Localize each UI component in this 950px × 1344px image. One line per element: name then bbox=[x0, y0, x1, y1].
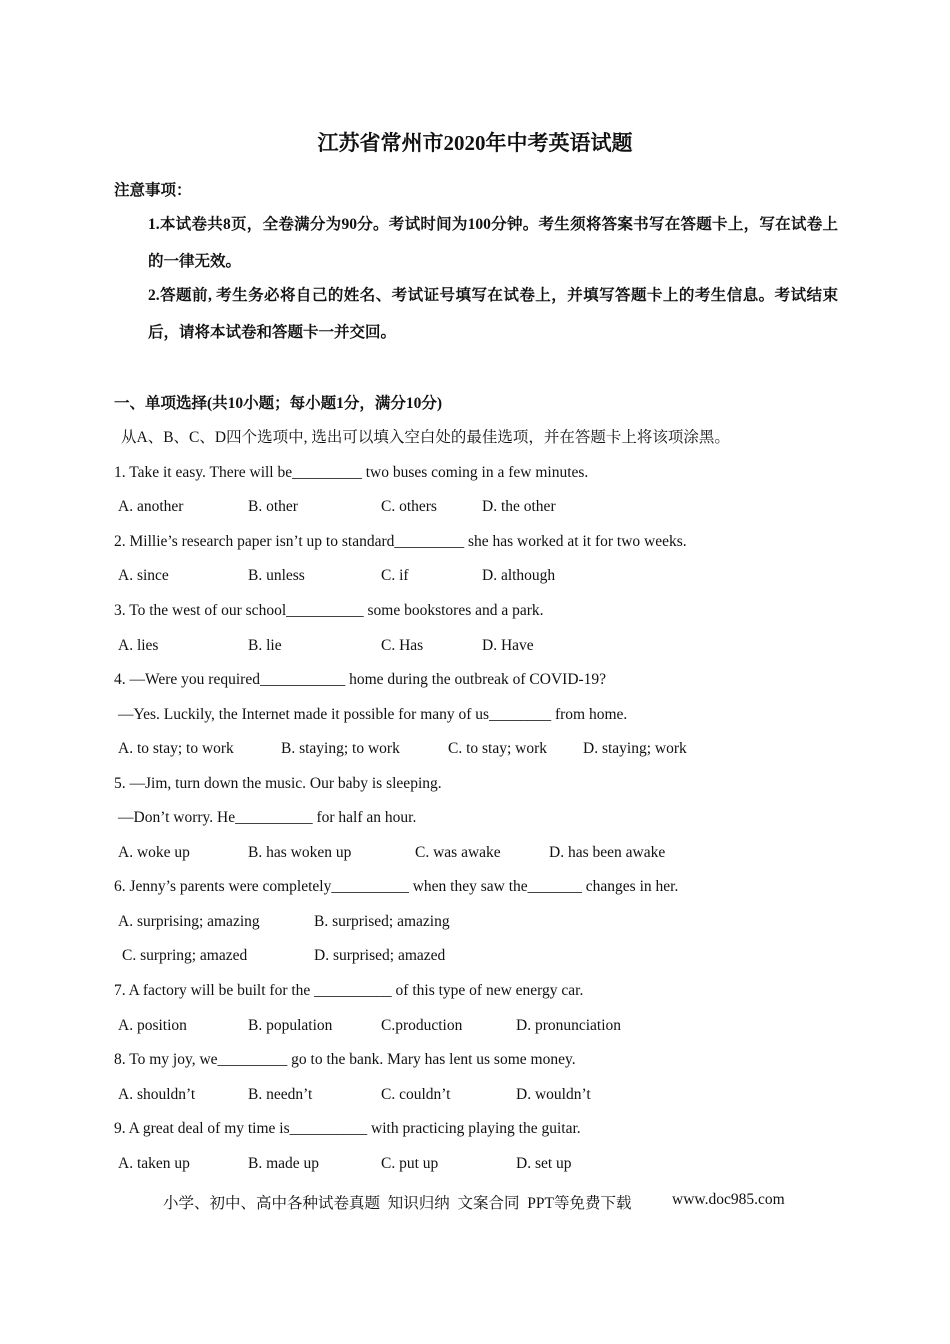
q7-option-c: C.production bbox=[381, 1017, 463, 1034]
q3-option-a: A. lies bbox=[118, 637, 159, 654]
q8-option-d: D. wouldn’t bbox=[516, 1086, 591, 1103]
q7-option-d: D. pronunciation bbox=[516, 1017, 622, 1034]
question-2-stem: 2. Millie’s research paper isn’t up to standard_________ she has worked at it for two weeks. bbox=[114, 533, 687, 550]
question-5-stem-reply: —Don’t worry. He__________ for half an hour. bbox=[118, 809, 417, 826]
page-title: 江苏省常州市2020年中考英语试题 bbox=[317, 131, 633, 155]
question-6-stem: 6. Jenny’s parents were completely__________ when they saw the_______ changes in her. bbox=[114, 878, 679, 895]
q2-option-a: A. since bbox=[118, 567, 169, 584]
q8-option-b: B. needn’t bbox=[248, 1086, 313, 1103]
notice-item-1: 1.本试卷共8页，全卷满分为90分。考试时间为100分钟。考生须将答案书写在答题卡上，写在试卷上的一律无效。 bbox=[148, 216, 838, 270]
q9-option-b: B. made up bbox=[248, 1155, 320, 1172]
q3-option-d: D. Have bbox=[482, 637, 534, 654]
question-3-stem: 3. To the west of our school__________ some bookstores and a park. bbox=[114, 602, 544, 619]
question-1-stem: 1. Take it easy. There will be_________ two buses coming in a few minutes. bbox=[114, 464, 589, 481]
q8-option-a: A. shouldn’t bbox=[118, 1086, 196, 1103]
question-4-stem: 4. —Were you required___________ home during the outbreak of COVID-19? bbox=[114, 671, 607, 688]
q4-option-c: C. to stay; work bbox=[448, 740, 548, 757]
notice-item-2: 2.答题前, 考生务必将自己的姓名、考试证号填写在试卷上，并填写答题卡上的考生信息。考试结束后，请将本试卷和答题卡一并交回。 bbox=[148, 287, 838, 341]
question-8-stem: 8. To my joy, we_________ go to the bank. Mary has lent us some money. bbox=[114, 1051, 576, 1068]
section-heading: 一、单项选择(共10小题；每小题1分，满分10分) bbox=[114, 395, 443, 412]
question-4-stem-reply: —Yes. Luckily, the Internet made it possible for many of us________ from home. bbox=[118, 706, 628, 723]
section-instruction: 从A、B、C、D四个选项中, 选出可以填入空白处的最佳选项，并在答题卡上将该项涂黑。 bbox=[121, 429, 730, 446]
q7-option-a: A. position bbox=[118, 1017, 187, 1034]
q5-option-a: A. woke up bbox=[118, 844, 190, 861]
q5-option-c: C. was awake bbox=[415, 844, 501, 861]
q5-option-d: D. has been awake bbox=[549, 844, 666, 861]
q2-option-c: C. if bbox=[381, 567, 409, 584]
q6-option-b: B. surprised; amazing bbox=[314, 913, 450, 930]
question-5-stem: 5. —Jim, turn down the music. Our baby is sleeping. bbox=[114, 775, 442, 792]
footer-url[interactable]: www.doc985.com bbox=[672, 1191, 785, 1208]
q6-option-c: C. surpring; amazed bbox=[122, 947, 248, 964]
q3-option-b: B. lie bbox=[248, 637, 282, 654]
q2-option-b: B. unless bbox=[248, 567, 305, 584]
q1-option-c: C. others bbox=[381, 498, 437, 515]
notice-heading: 注意事项： bbox=[114, 182, 192, 199]
q4-option-a: A. to stay; to work bbox=[118, 740, 234, 757]
q7-option-b: B. population bbox=[248, 1017, 333, 1034]
q2-option-d: D. although bbox=[482, 567, 556, 584]
q6-option-d: D. surprised; amazed bbox=[314, 947, 446, 964]
q4-option-d: D. staying; work bbox=[583, 740, 687, 757]
q6-option-a: A. surprising; amazing bbox=[118, 913, 260, 930]
q1-option-b: B. other bbox=[248, 498, 298, 515]
q1-option-a: A. another bbox=[118, 498, 184, 515]
q5-option-b: B. has woken up bbox=[248, 844, 352, 861]
q3-option-c: C. Has bbox=[381, 637, 424, 654]
q1-option-d: D. the other bbox=[482, 498, 556, 515]
q9-option-c: C. put up bbox=[381, 1155, 439, 1172]
q9-option-d: D. set up bbox=[516, 1155, 572, 1172]
question-7-stem: 7. A factory will be built for the __________ of this type of new energy car. bbox=[114, 982, 584, 999]
footer-text: 小学、初中、高中各种试卷真题 知识归纳 文案合同 PPT等免费下载 bbox=[163, 1195, 632, 1212]
q8-option-c: C. couldn’t bbox=[381, 1086, 451, 1103]
q4-option-b: B. staying; to work bbox=[281, 740, 400, 757]
question-9-stem: 9. A great deal of my time is__________ with practicing playing the guitar. bbox=[114, 1120, 581, 1137]
q9-option-a: A. taken up bbox=[118, 1155, 190, 1172]
